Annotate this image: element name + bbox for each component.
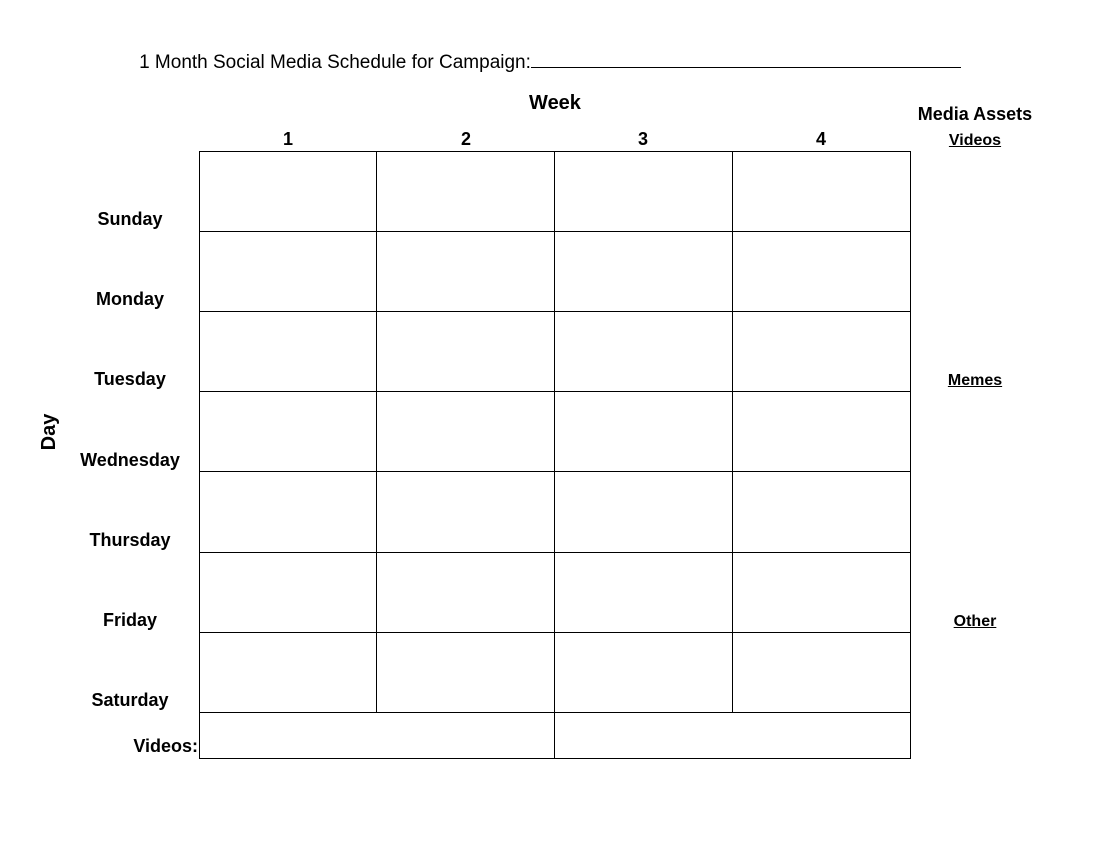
schedule-cell[interactable] <box>376 231 554 311</box>
media-assets-memes: Memes <box>947 372 1003 389</box>
grid-right-border <box>910 151 911 759</box>
week-number-4: 4 <box>815 129 826 149</box>
schedule-cell[interactable] <box>376 632 554 712</box>
schedule-cell[interactable] <box>376 471 554 552</box>
page-title <box>0 50 1100 74</box>
campaign-name-blank[interactable] <box>531 50 961 68</box>
schedule-cell[interactable] <box>199 151 377 231</box>
schedule-cell[interactable] <box>554 552 732 632</box>
media-assets-title: Media Assets <box>917 104 1033 124</box>
week-number-2: 2 <box>460 129 471 149</box>
schedule-cell[interactable] <box>554 471 732 552</box>
media-assets-videos: Videos <box>948 132 1002 149</box>
day-label-wednesday: Wednesday <box>80 450 180 470</box>
schedule-cell[interactable] <box>554 311 732 391</box>
day-label-friday: Friday <box>102 610 158 630</box>
schedule-cell[interactable] <box>376 311 554 391</box>
schedule-cell[interactable] <box>554 151 732 231</box>
grid-bottom-border <box>199 758 911 759</box>
schedule-cell[interactable] <box>199 552 377 632</box>
videos-cell[interactable] <box>554 712 911 759</box>
schedule-cell[interactable] <box>554 632 732 712</box>
videos-row-label: Videos: <box>133 736 198 756</box>
schedule-cell[interactable] <box>199 471 377 552</box>
title-text: 1 Month Social Media Schedule for Campaign: <box>139 52 531 73</box>
schedule-cell[interactable] <box>732 471 910 552</box>
day-label-thursday: Thursday <box>89 530 171 550</box>
schedule-cell[interactable] <box>199 391 377 471</box>
schedule-cell[interactable] <box>732 552 910 632</box>
schedule-grid <box>199 151 911 759</box>
schedule-cell[interactable] <box>554 231 732 311</box>
schedule-cell[interactable] <box>732 311 910 391</box>
schedule-cell[interactable] <box>554 391 732 471</box>
videos-cell[interactable] <box>199 712 554 759</box>
schedule-cell[interactable] <box>732 632 910 712</box>
schedule-cell[interactable] <box>199 231 377 311</box>
day-axis-label: Day <box>38 413 60 451</box>
week-axis-label: Week <box>529 92 581 114</box>
schedule-cell[interactable] <box>376 552 554 632</box>
schedule-cell[interactable] <box>199 632 377 712</box>
day-label-sunday: Sunday <box>97 209 163 229</box>
schedule-cell[interactable] <box>732 391 910 471</box>
schedule-cell[interactable] <box>376 391 554 471</box>
day-label-tuesday: Tuesday <box>94 369 166 389</box>
week-number-1: 1 <box>282 129 293 149</box>
schedule-cell[interactable] <box>732 151 910 231</box>
schedule-cell[interactable] <box>199 311 377 391</box>
day-label-saturday: Saturday <box>91 690 169 710</box>
week-number-3: 3 <box>637 129 648 149</box>
schedule-cell[interactable] <box>732 231 910 311</box>
schedule-cell[interactable] <box>376 151 554 231</box>
media-assets-other: Other <box>953 613 997 630</box>
day-label-monday: Monday <box>95 289 164 309</box>
